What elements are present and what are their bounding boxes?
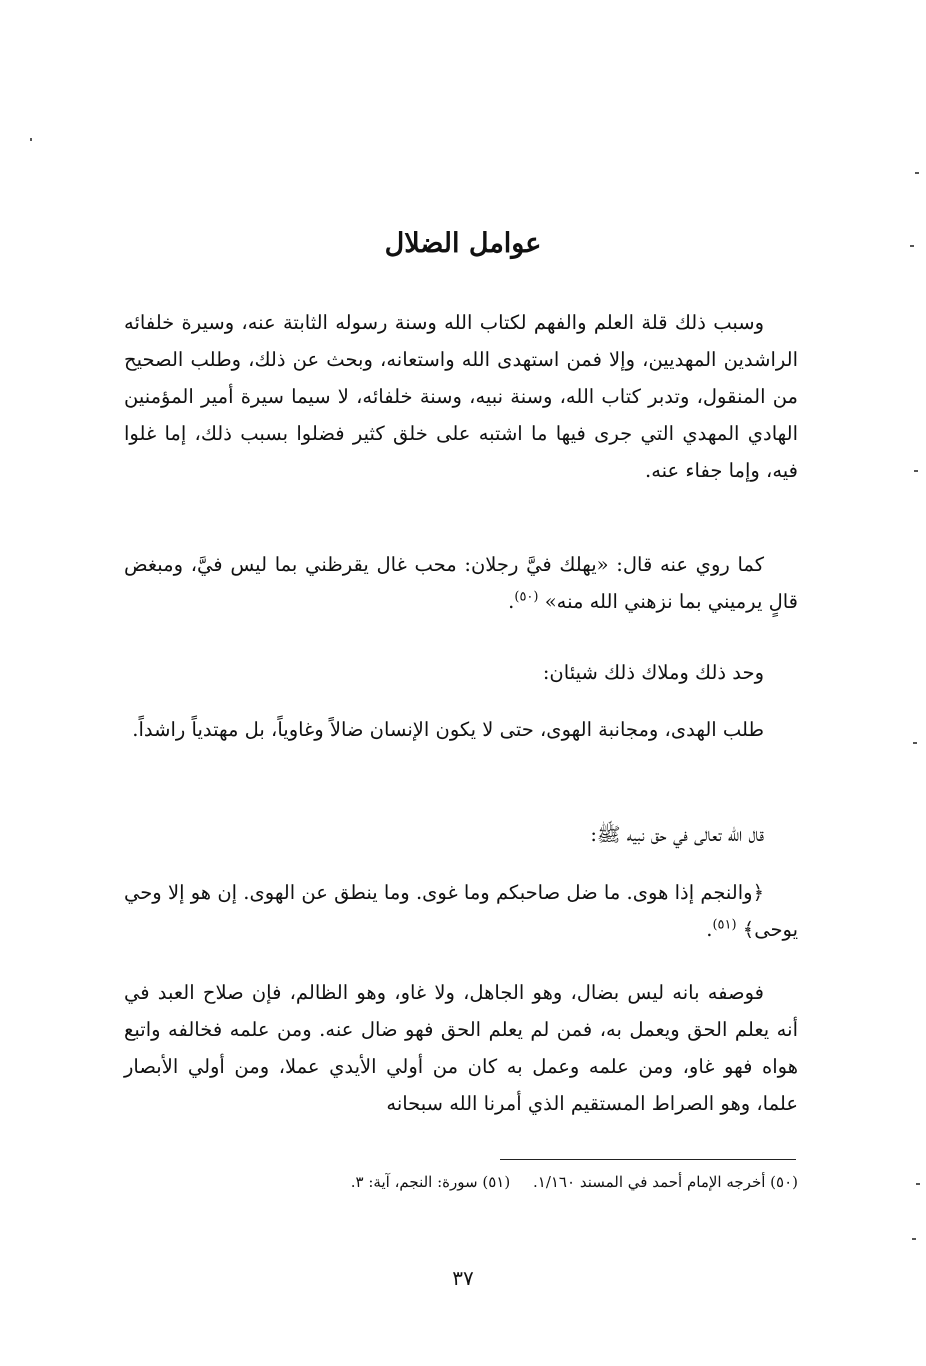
margin-mark [914,470,918,472]
paragraph-description: فوصفه بانه ليس بضال، وهو الجاهل، ولا غاو، وهو الظالم، فإن صلاح العبد في أنه يعلم الحق ويعمل به، فمن لم يعلم الحق فهو ضال عنه. ومن علمه فخالفه واتبع هواه فهو غاو، ومن علمه وعمل به كان من أولي الأيدي عملا، ومن أولي الأبصار علما، وهو الصراط المستقيم الذي أمرنا الله سبحانه [124,981,798,1115]
paragraph-causes: وسبب ذلك قلة العلم والفهم لكتاب الله وسنة رسوله الثابتة عنه، وسيرة خلفائه الراشدين المهديين، وإلا فمن استهدى الله واستعانه، وبحث عن ذلك، وطلب الصحيح من المنقول، وتدبر كتاب الله، وسنة نبيه، وسنة خلفائه، لا سيما سيرة أمير المؤمنين الهادي المهدي التي جرى فيها ما اشتبه على خلق كثير فضلوا بسبب ذلك، إما غلوا فيه، وإما جفاء عنه. [124,311,798,482]
quran-verse-text: ﴿والنجم إذا هوى. ما ضل صاحبكم وما غوى. وما ينطق عن الهوى. إن هو إلا وحي يوحى﴾ [124,881,798,941]
margin-mark [912,1238,916,1240]
margin-mark [913,742,917,744]
page-number: ٣٧ [452,1266,474,1290]
verse-period: . [706,918,713,941]
footnote-50: (٥٠) أخرجه الإمام أحمد في المسند ١/١٦٠. [532,1173,798,1191]
footnote-ref-50: (٥٠) [514,589,539,605]
footnote-ref-51: (٥١) [712,917,737,933]
margin-mark [916,1183,920,1185]
paragraph-allah-said: قال الله تعالى في حق نبيه ﷺ: [590,823,764,846]
hadith-text: كما روي عنه قال: «يهلك فيَّ رجلان: محب غال يقرظني بما ليس فيَّ، ومبغض قالٍ يرميني بما نزهني الله منه» [124,553,798,613]
margin-mark [910,245,914,247]
footnotes [124,1168,798,1196]
footnote-separator [500,1159,796,1160]
paragraph-hadith [124,546,798,620]
chapter-title: عوامل الضلال [384,228,542,259]
margin-mark [915,172,919,174]
margin-mark [30,138,32,141]
paragraph-two-things: وحد ذلك وملاك ذلك شيئان: [542,661,764,684]
hadith-period: . [508,590,515,613]
paragraph-quran-verse [124,874,798,948]
paragraph-seek-guidance: طلب الهدى، ومجانبة الهوى، حتى لا يكون الإنسان ضالاً وغاوياً، بل مهتدياً راشداً. [132,718,764,741]
footnote-51: (٥١) سورة: النجم، آية: ٣. [350,1173,511,1191]
